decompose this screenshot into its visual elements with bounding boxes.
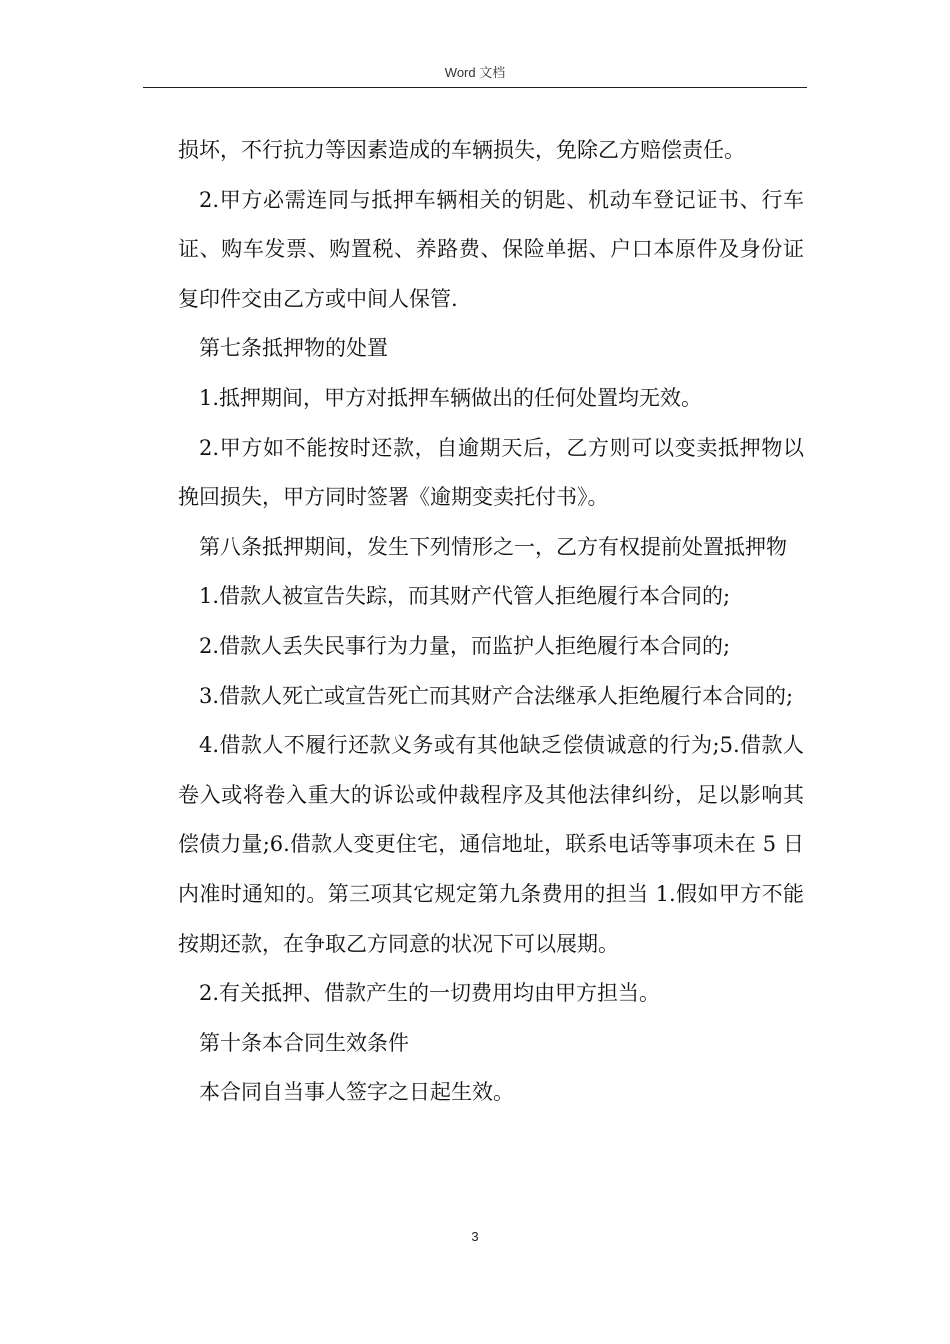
page-number: 3 bbox=[471, 1229, 479, 1244]
paragraph-9: 3.借款人死亡或宣告死亡而其财产合法继承人拒绝履行本合同的; bbox=[199, 683, 794, 708]
paragraph-5: 2.甲方如不能按时还款，自逾期天后，乙方则可以变卖抵押物以挽回损失，甲方同时签署《逾期变卖托付书》。 bbox=[178, 435, 804, 510]
document-body bbox=[178, 126, 804, 1118]
paragraph-1: 损坏，不行抗力等因素造成的车辆损失，免除乙方赔偿责任。 bbox=[178, 138, 745, 162]
paragraph-2: 2.甲方必需连同与抵押车辆相关的钥匙、机动车登记证书、行车证、购车发票、购置税、养路费、保险单据、户口本原件及身份证复印件交由乙方或中间人保管. bbox=[178, 187, 804, 311]
paragraph-13: 本合同自当事人签字之日起生效。 bbox=[199, 1080, 514, 1105]
paragraph-4: 1.抵押期间，甲方对抵押车辆做出的任何处置均无效。 bbox=[199, 385, 703, 410]
paragraph-7: 1.借款人被宣告失踪，而其财产代管人拒绝履行本合同的; bbox=[199, 584, 731, 609]
header-divider bbox=[143, 87, 807, 88]
paragraph-10: 4.借款人不履行还款义务或有其他缺乏偿债诚意的行为;5.借款人卷入或将卷入重大的诉讼或仲裁程序及其他法律纠纷，足以影响其偿债力量;6.借款人变更住宅，通信地址，联系电话等事项未在 5 日内准时通知的。第三项其它规定第九条费用的担当 1.假如甲方不能按期还款，在争取乙方同意的状况下可以展期。 bbox=[178, 733, 804, 956]
section-heading-article-8: 第八条抵押期间，发生下列情形之一，乙方有权提前处置抵押物 bbox=[199, 534, 787, 559]
paragraph-8: 2.借款人丢失民事行为力量，而监护人拒绝履行本合同的; bbox=[199, 633, 731, 658]
paragraph-11: 2.有关抵押、借款产生的一切费用均由甲方担当。 bbox=[199, 981, 661, 1006]
section-heading-article-7: 第七条抵押物的处置 bbox=[199, 336, 388, 361]
page-header-title: Word 文档 bbox=[444, 65, 506, 80]
section-heading-article-10: 第十条本合同生效条件 bbox=[199, 1030, 409, 1055]
